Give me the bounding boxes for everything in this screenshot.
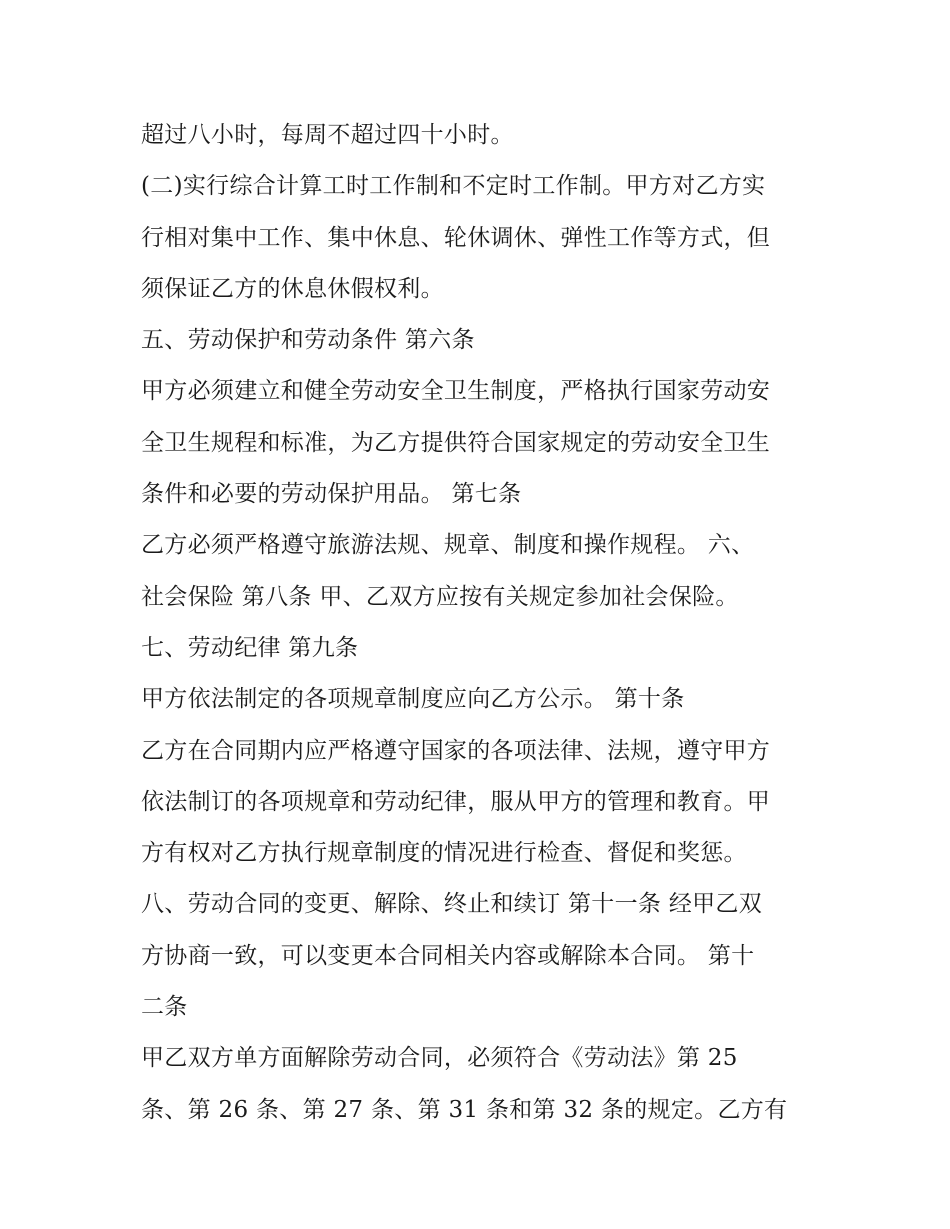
text-line: 二条 — [141, 994, 188, 1021]
text-line: 乙方在合同期内应严格遵守国家的各项法律、法规，遵守甲方 — [141, 737, 771, 764]
document-body — [141, 110, 821, 1136]
section-heading-line: 八、劳动合同的变更、解除、终止和续订 第十一条 经甲乙双 — [141, 891, 763, 918]
text-line: 条、第 26 条、第 27 条、第 31 条和第 32 条的规定。乙方有 — [141, 1096, 788, 1123]
text-line: 须保证乙方的休息休假权利。 — [141, 275, 444, 302]
text-line: 方协商一致，可以变更本合同相关内容或解除本合同。 第十 — [141, 942, 755, 969]
text-line: (二)实行综合计算工时工作制和不定时工作制。甲方对乙方实 — [141, 173, 766, 200]
text-line: 方有权对乙方执行规章制度的情况进行检查、督促和奖惩。 — [141, 840, 747, 867]
text-line: 甲乙双方单方面解除劳动合同，必须符合《劳动法》第 25 — [141, 1045, 738, 1072]
text-line: 乙方必须严格遵守旅游法规、规章、制度和操作规程。 六、 — [141, 532, 755, 559]
section-heading-line: 七、劳动纪律 第九条 — [141, 634, 359, 661]
text-line: 全卫生规程和标准，为乙方提供符合国家规定的劳动安全卫生 — [141, 429, 771, 456]
text-line: 条件和必要的劳动保护用品。 第七条 — [141, 481, 522, 508]
text-line: 甲方必须建立和健全劳动安全卫生制度，严格执行国家劳动安 — [141, 378, 771, 405]
text-line: 社会保险 第八条 甲、乙双方应按有关规定参加社会保险。 — [141, 583, 739, 610]
text-line: 行相对集中工作、集中休息、轮休调休、弹性工作等方式，但 — [141, 224, 771, 251]
text-line: 依法制订的各项规章和劳动纪律，服从甲方的管理和教育。甲 — [141, 788, 771, 815]
section-heading-line: 五、劳动保护和劳动条件 第六条 — [141, 327, 475, 354]
text-line: 甲方依法制定的各项规章制度应向乙方公示。 第十条 — [141, 686, 685, 713]
text-line: 超过八小时，每周不超过四十小时。 — [141, 122, 514, 148]
